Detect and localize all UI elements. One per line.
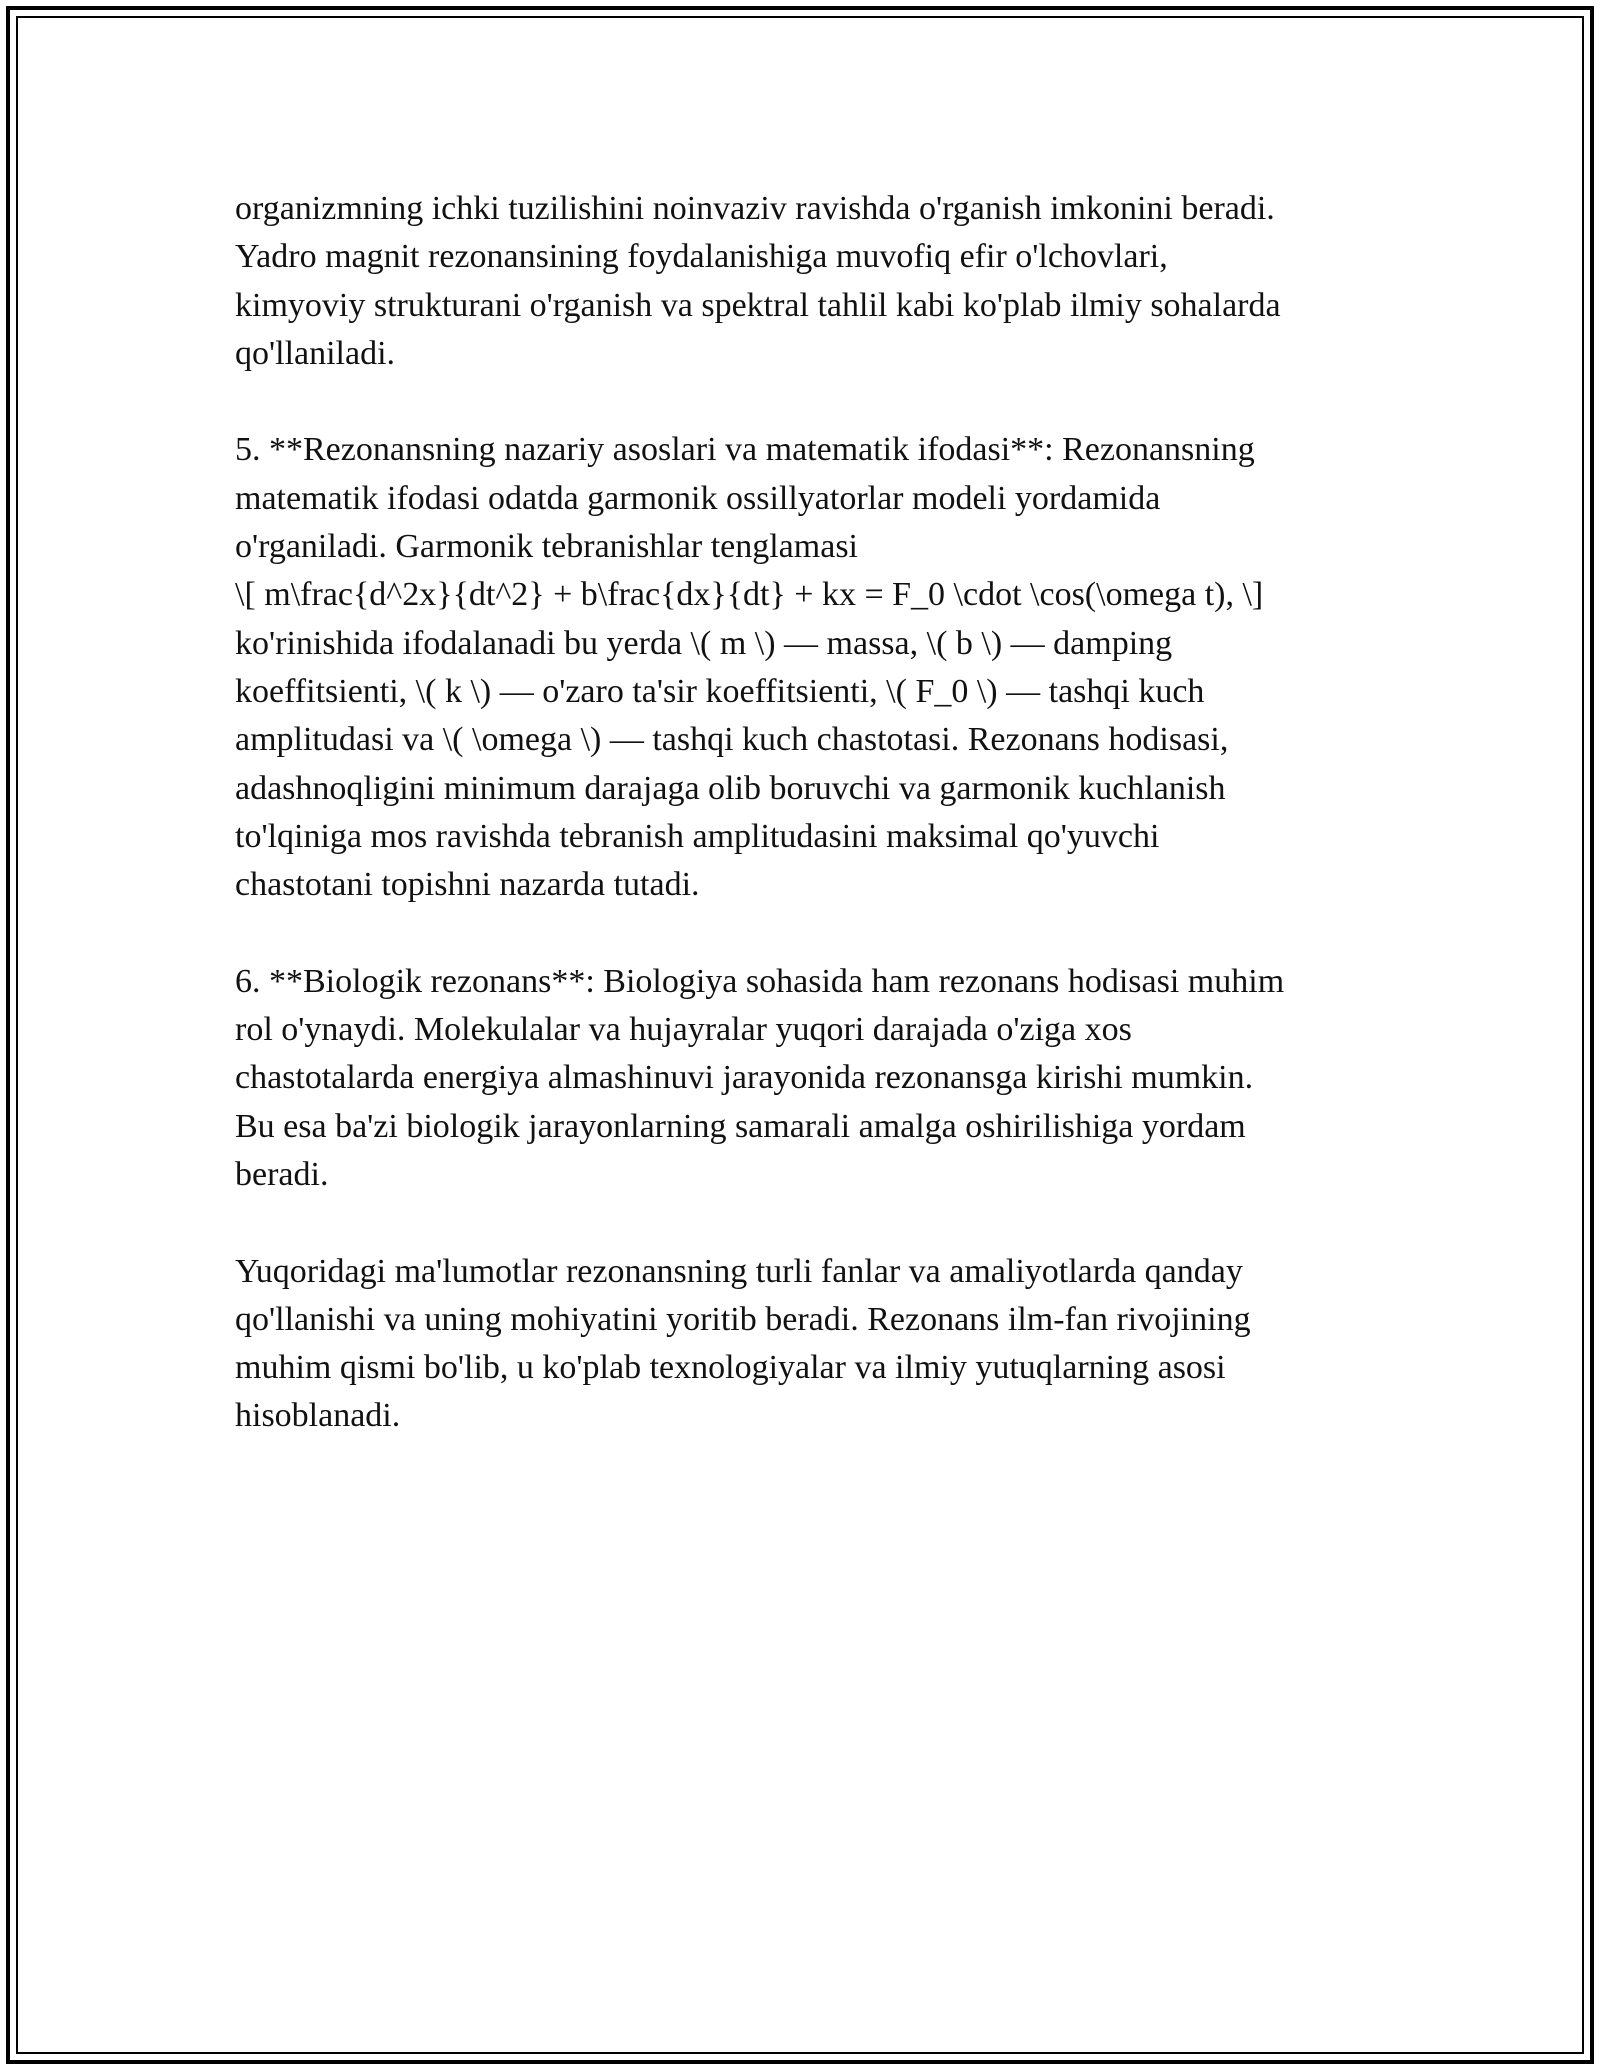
paragraph-theory-math: 5. **Rezonansning nazariy asoslari va matematik ifodasi**: Rezonansning matematik ifodasi odatda garmonik ossillyatorlar modeli yordamida o'rganiladi. Garmonik tebranishlar tenglamasi \[ m\frac{d^2x}{dt^2} + b\frac{dx}{dt} + kx = F_0 \cdot \cos(\omega t), \] ko'rinishida ifodalanadi bu yerda \( m \) — massa, \( b \) — damping koeffitsienti, \( k \) — o'zaro ta'sir koeffitsienti, \( F_0 \) — tashqi kuch amplitudasi va \( \omega \) — tashqi kuch chastotasi. Rezonans hodisasi, adashnoqligini minimum darajaga olib boruvchi va garmonik kuchlanish to'lqiniga mos ravishda tebranish amplitudasini maksimal qo'yuvchi chastotani topishni nazarda tutadi. (235, 431, 1264, 904)
document-body (235, 185, 1375, 1489)
paragraph-biological-resonance: 6. **Biologik rezonans**: Biologiya sohasida ham rezonans hodisasi muhim rol o'ynaydi. Molekulalar va hujayralar yuqori darajada o'ziga xos chastotalarda energiya almashinuvi jarayonida rezonansga kirishi mumkin. Bu esa ba'zi biologik jarayonlarning samarali amalga oshirilishiga yordam beradi. (235, 962, 1285, 1193)
paragraph-nmr-continuation: organizmning ichki tuzilishini noinvaziv ravishda o'rganish imkonini beradi. Yadro magnit rezonansining foydalanishiga muvofiq efir o'lchovlari, kimyoviy strukturani o'rganish va spektral tahlil kabi ko'plab ilmiy sohalarda qo'llaniladi. (235, 190, 1281, 372)
paragraph-conclusion: Yuqoridagi ma'lumotlar rezonansning turli fanlar va amaliyotlarda qanday qo'llanishi va uning mohiyatini yoritib beradi. Rezonans ilm-fan rivojining muhim qismi bo'lib, u ko'plab texnologiyalar va ilmiy yutuqlarning asosi hisoblanadi. (235, 1252, 1251, 1435)
